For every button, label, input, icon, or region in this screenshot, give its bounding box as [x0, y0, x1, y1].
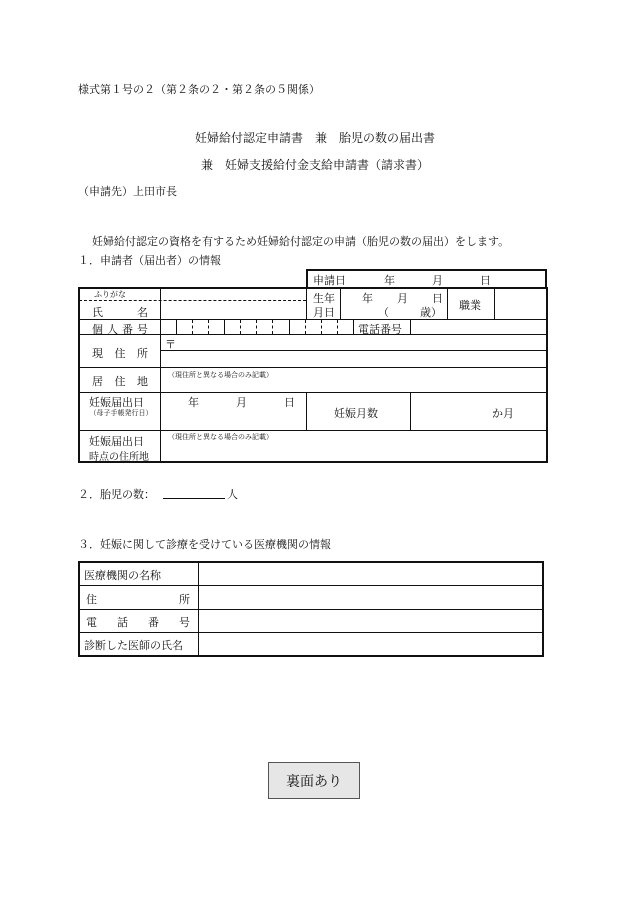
- address-label: 現 住 所: [92, 347, 148, 360]
- institution-address-label: 住 所: [86, 593, 190, 606]
- back-side-button[interactable]: 裏面あり: [268, 762, 360, 799]
- preg-address-input[interactable]: [161, 431, 546, 461]
- pregnancy-date-sub: （母子手帳発行日）: [89, 409, 153, 417]
- intro-text: 妊婦給付認定の資格を有するため妊婦給付認定の申請（胎児の数の届出）をします。: [92, 235, 510, 248]
- birth-day-label: 日: [432, 292, 443, 305]
- institution-address-input[interactable]: [199, 586, 542, 609]
- preg-day-label: 日: [284, 396, 295, 409]
- postal-mark: 〒: [165, 338, 176, 351]
- fetus-count-input[interactable]: [163, 484, 225, 499]
- section1-heading: １．申請者（届出者）の情報: [78, 254, 221, 267]
- section3-heading: ３．妊娠に関して診療を受けている医療機関の情報: [78, 538, 331, 551]
- pregnancy-months-input[interactable]: [411, 393, 546, 430]
- preg-address-note: （現住所と異なる場合のみ記載）: [168, 433, 273, 441]
- age-close: 歳）: [420, 306, 442, 319]
- birth-year-label: 年: [362, 292, 373, 305]
- residence-input[interactable]: [161, 368, 546, 392]
- addressee: （申請先）上田市長: [78, 185, 177, 198]
- institution-phone-label: 電 話 番 号: [86, 616, 190, 629]
- name-label: 氏 名: [92, 306, 148, 319]
- fetus-count-label: ２．胎児の数：: [78, 488, 155, 501]
- application-date-label: 申請日: [313, 274, 346, 287]
- title-line-2: 兼 妊婦支援給付金支給申請書（請求書）: [200, 158, 429, 172]
- phone-label: 電話番号: [358, 323, 402, 336]
- residence-note: （現住所と異なる場合のみ記載）: [168, 371, 273, 379]
- preg-year-label: 年: [188, 396, 199, 409]
- occupation-input[interactable]: [495, 288, 546, 319]
- app-year-label: 年: [384, 274, 395, 287]
- doctor-name-input[interactable]: [199, 633, 542, 656]
- birth-month-label: 月: [397, 292, 408, 305]
- preg-address-label-1: 妊娠届出日: [89, 435, 144, 448]
- institution-name-label: 医療機関の名称: [84, 569, 161, 582]
- preg-month-label: 月: [236, 396, 247, 409]
- occupation-label: 職業: [459, 299, 481, 312]
- app-month-label: 月: [432, 274, 443, 287]
- furigana-label: ふりがな: [94, 290, 126, 299]
- form-number: 様式第１号の２（第２条の２・第２条の５関係）: [78, 83, 320, 96]
- name-input[interactable]: [161, 288, 306, 319]
- pregnancy-date-input[interactable]: [161, 393, 306, 430]
- birth-label-1: 生年: [313, 292, 335, 305]
- pregnancy-date-label: 妊娠届出日: [89, 396, 144, 409]
- months-unit: か月: [492, 407, 514, 420]
- individual-number-input[interactable]: [161, 320, 353, 334]
- preg-address-label-2: 時点の住所地: [89, 452, 149, 463]
- fetus-count-unit: 人: [227, 488, 238, 501]
- institution-phone-input[interactable]: [199, 610, 542, 632]
- doctor-name-label: 診断した医師の氏名: [84, 639, 183, 652]
- institution-name-input[interactable]: [199, 562, 542, 585]
- pregnancy-months-label: 妊娠月数: [334, 407, 378, 420]
- title-line-1: 妊婦給付認定申請書 兼 胎児の数の届出書: [194, 131, 435, 145]
- app-day-label: 日: [480, 274, 491, 287]
- individual-number-label: 個 人 番 号: [92, 323, 148, 336]
- phone-input[interactable]: [411, 320, 546, 334]
- birth-label-2: 月日: [313, 306, 335, 319]
- residence-label: 居 住 地: [92, 375, 148, 388]
- address-input[interactable]: [161, 335, 546, 367]
- age-open: （: [378, 306, 389, 319]
